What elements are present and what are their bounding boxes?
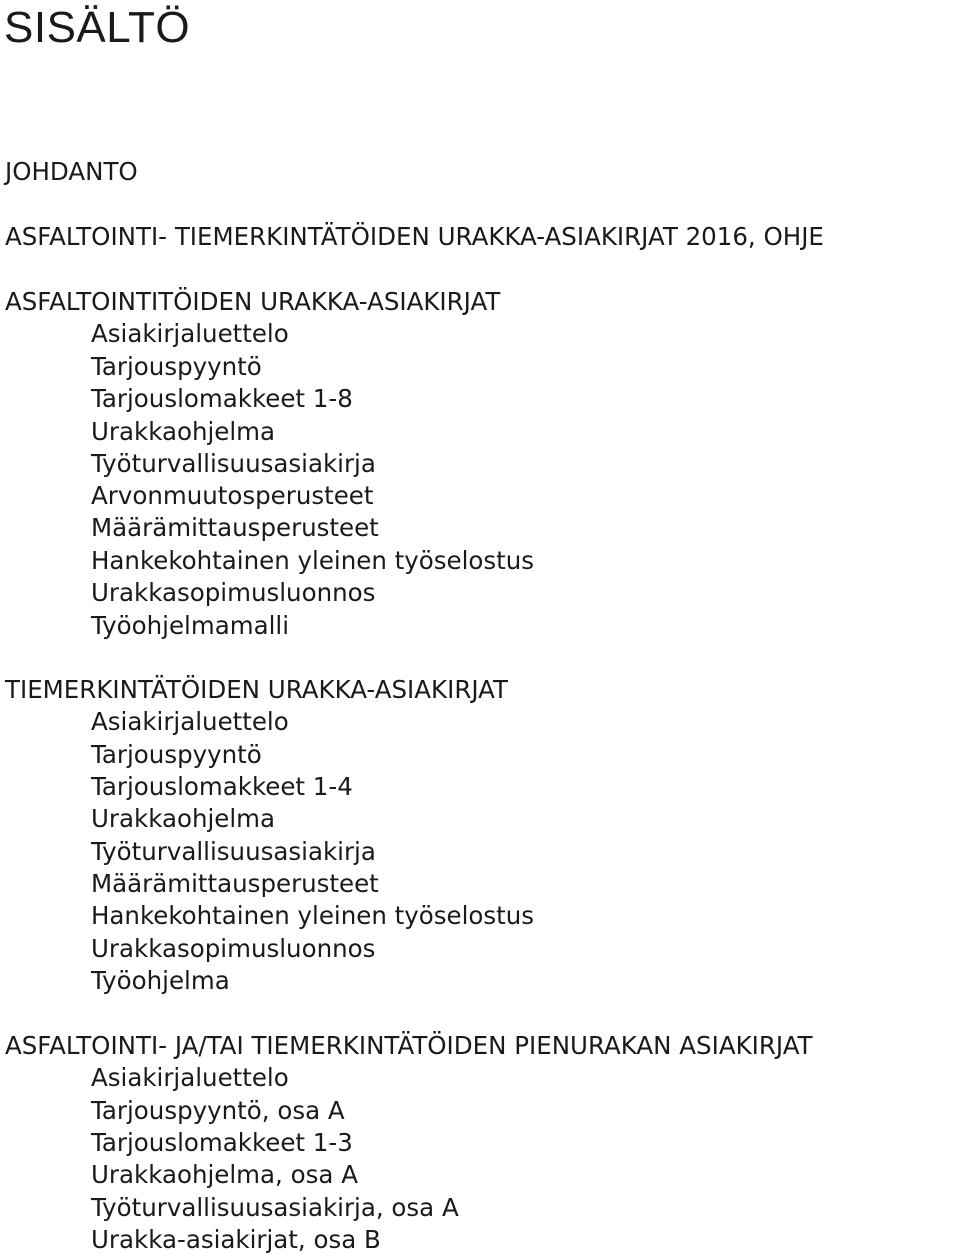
toc-item: Urakkaohjelma, osa A [91,1160,358,1189]
toc-item: Urakkaohjelma [91,417,276,446]
toc-item: Tarjouspyyntö [91,740,262,769]
toc-item: Urakka-asiakirjat, osa B [91,1225,381,1254]
toc-item: Työturvallisuusasiakirja, osa A [91,1193,459,1222]
toc-item: Tarjouslomakkeet 1-3 [91,1128,353,1157]
toc-item: Asiakirjaluettelo [91,319,289,348]
page-title: SISÄLTÖ [4,3,191,52]
section-heading: TIEMERKINTÄTÖIDEN URAKKA-ASIAKIRJAT [5,675,508,704]
toc-item: Arvonmuutosperusteet [91,481,374,510]
toc-item: Tarjouspyyntö, osa A [91,1096,345,1125]
toc-item: Asiakirjaluettelo [91,707,289,736]
toc-item: Tarjouspyyntö [91,352,262,381]
toc-item: Työturvallisuusasiakirja [91,837,376,866]
toc-item: Asiakirjaluettelo [91,1063,289,1092]
toc-item: Urakkaohjelma [91,804,276,833]
toc-intro: JOHDANTO [5,157,138,186]
section-heading: ASFALTOINTITÖIDEN URAKKA-ASIAKIRJAT [5,287,501,316]
toc-item: Työohjelma [91,966,230,995]
section-heading: ASFALTOINTI- JA/TAI TIEMERKINTÄTÖIDEN PIENURAKAN ASIAKIRJAT [5,1031,813,1060]
toc-item: Määrämittausperusteet [91,513,379,542]
toc-item: Työohjelmamalli [91,611,290,640]
toc-item: Hankekohtainen yleinen työselostus [91,546,535,575]
toc-item: Urakkasopimusluonnos [91,578,376,607]
toc-item: Urakkasopimusluonnos [91,934,376,963]
toc-item: Hankekohtainen yleinen työselostus [91,901,535,930]
toc-item: Määrämittausperusteet [91,869,379,898]
toc-item: Tarjouslomakkeet 1-8 [91,384,353,413]
toc-item: Tarjouslomakkeet 1-4 [91,772,353,801]
toc-guide: ASFALTOINTI- TIEMERKINTÄTÖIDEN URAKKA-ASIAKIRJAT 2016, OHJE [5,222,824,251]
toc-item: Työturvallisuusasiakirja [91,449,376,478]
